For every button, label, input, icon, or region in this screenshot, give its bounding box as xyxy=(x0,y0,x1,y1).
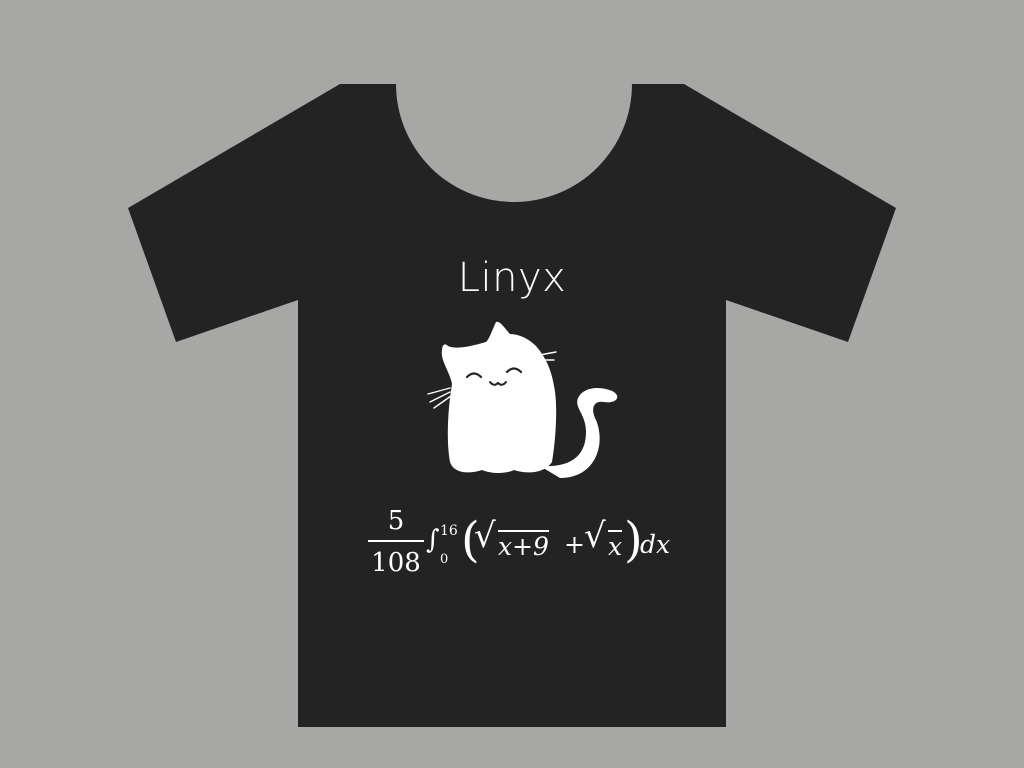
plus-sign: + xyxy=(564,530,585,559)
formula-denominator: 108 xyxy=(371,548,421,578)
formula-numerator: 5 xyxy=(387,506,405,536)
shirt-title: Linyx xyxy=(457,255,567,301)
sqrt-sign-1: √ xyxy=(474,516,496,556)
formula-fraction xyxy=(366,506,426,582)
integral-upper-limit: 16 xyxy=(440,523,458,539)
sqrt-sign-2: √ xyxy=(584,516,606,556)
sqrt-radicand-1: x+9 xyxy=(498,532,549,561)
integral-lower-limit: 0 xyxy=(440,552,449,567)
sqrt-radicand-2: x xyxy=(608,532,623,561)
open-paren: ( xyxy=(461,512,480,568)
integral-sign: ∫ xyxy=(426,525,440,555)
differential: dx xyxy=(640,530,671,559)
close-paren: ) xyxy=(624,512,643,568)
